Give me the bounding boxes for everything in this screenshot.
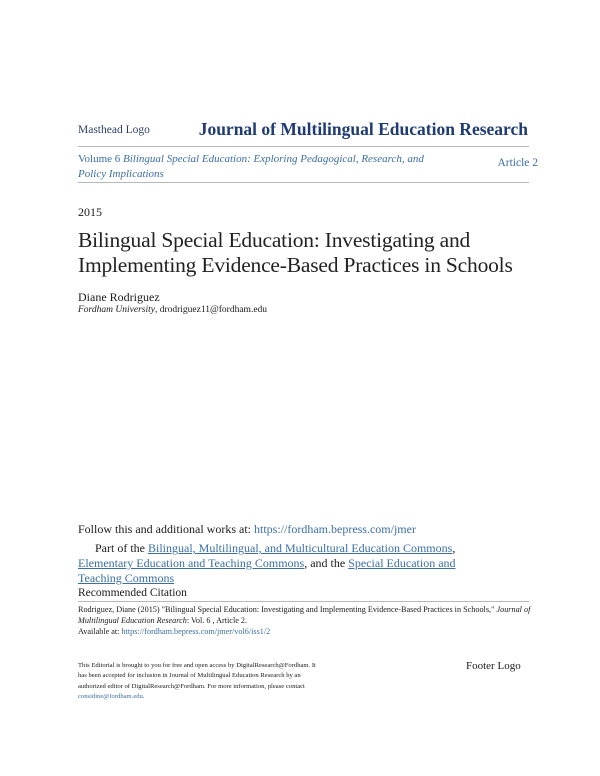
part-of-commons — [78, 541, 498, 586]
article-number-link[interactable]: Article 2 — [497, 157, 538, 169]
footer-notice — [78, 661, 318, 703]
follow-line — [78, 522, 416, 537]
journal-title[interactable]: Journal of Multilingual Education Research — [198, 119, 528, 139]
citation-journal: Journal of Multilingual Education Research — [78, 605, 531, 625]
available-label: Available at: — [78, 627, 120, 636]
commons-link-elementary[interactable]: Elementary Education and Teaching Commons — [78, 556, 305, 570]
footer-logo[interactable]: Footer Logo — [466, 660, 521, 672]
volume-issue-link[interactable] — [78, 152, 438, 182]
follow-text: Follow this and additional works at: — [78, 522, 251, 536]
publication-year: 2015 — [78, 205, 102, 219]
author-email[interactable]: drodriguez11@fordham.edu — [159, 305, 268, 315]
citation-divider — [78, 601, 529, 602]
available-url-link[interactable]: https://fordham.bepress.com/jmer/vol6/iss1/2 — [121, 627, 271, 636]
separator: , — [452, 541, 456, 555]
header-divider-bottom — [78, 182, 529, 183]
separator: , and the — [304, 556, 346, 570]
citation-volume: : Vol. 6 , Article 2. — [186, 616, 248, 625]
author-affiliation: Fordham University, drodriguez11@fordham.edu — [78, 305, 268, 315]
volume-label: Volume 6 — [78, 153, 121, 165]
masthead-logo[interactable]: Masthead Logo — [78, 124, 150, 136]
commons-link-bilingual[interactable]: Bilingual, Multilingual, and Multicultural Education Commons — [148, 541, 453, 555]
author-name: Diane Rodriguez — [78, 290, 160, 304]
header-divider — [78, 146, 529, 147]
citation-text — [78, 604, 533, 637]
affiliation-name: Fordham University — [78, 305, 155, 315]
footer-notice-end: . — [142, 693, 145, 701]
recommended-citation-heading: Recommended Citation — [78, 587, 187, 599]
issue-title: Bilingual Special Education: Exploring Pedagogical, Research, and Policy Implications — [78, 153, 424, 180]
footer-notice-text: This Editorial is brought to you for free and open access by DigitalResearch@Fordham. It has been accepted for inclusion in Journal of Multilingual Education Research by an authorized editor of DigitalResearch@Fordham. For more information, please contact — [78, 662, 316, 690]
commons-link-special-ed[interactable]: Special Education and Teaching Commons — [78, 556, 456, 585]
part-of-prefix: Part of the — [95, 541, 145, 555]
citation-main: Rodriguez, Diane (2015) "Bilingual Special Education: Investigating and Implementing Evidence-Based Practices in Schools," — [78, 605, 495, 614]
paper-title: Bilingual Special Education: Investigating and Implementing Evidence-Based Practices in Schools — [78, 228, 513, 277]
contact-email-link[interactable]: considine@fordham.edu — [78, 693, 143, 701]
follow-url-link[interactable]: https://fordham.bepress.com/jmer — [254, 522, 416, 536]
